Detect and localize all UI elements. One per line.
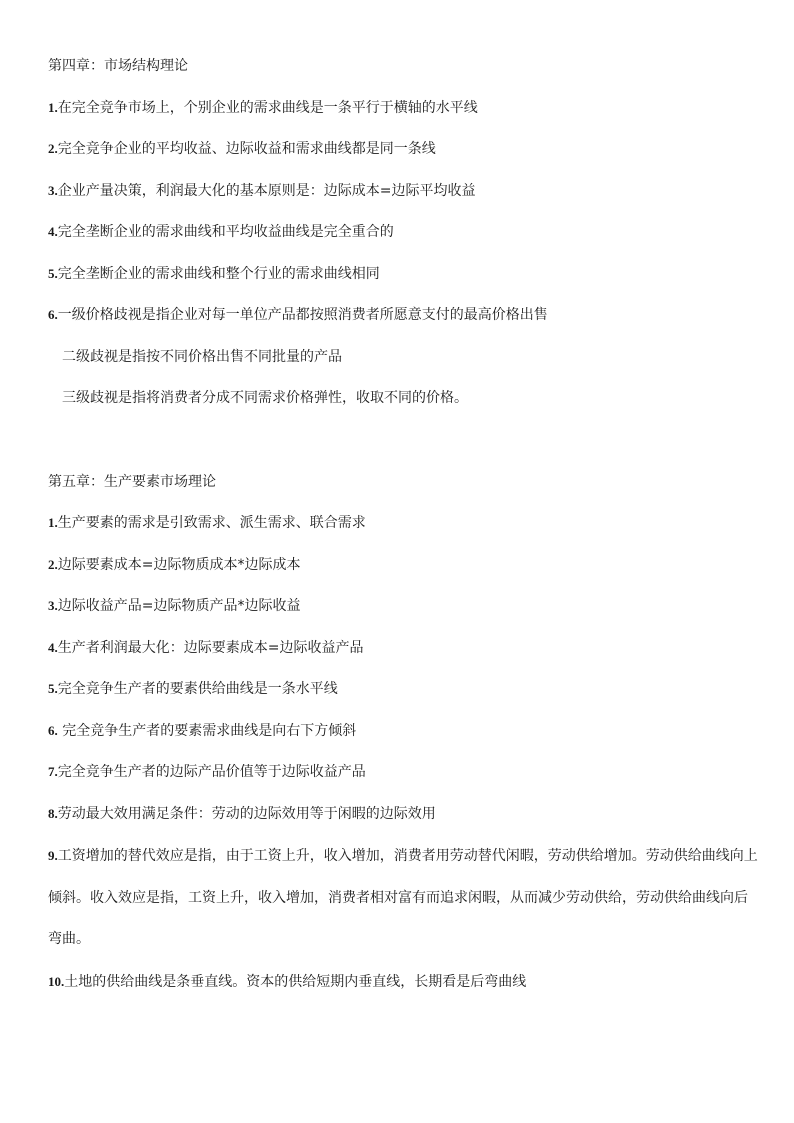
item-number: 7. (48, 764, 58, 779)
chapter4-item-6 (48, 305, 758, 325)
item-number: 5. (48, 265, 58, 281)
item-number: 1. (48, 99, 58, 115)
chapter5-item-3 (48, 596, 758, 616)
item-text: 完全竞争企业的平均收益、边际收益和需求曲线都是同一条线 (57, 141, 436, 157)
item-number: 2. (48, 556, 58, 572)
section-spacer (48, 430, 758, 472)
item-text: 企业产量决策，利润最大化的基本原则是：边际成本=边际平均收益 (57, 182, 476, 199)
item-text: 土地的供给曲线是条垂直线。资本的供给短期内垂直线，长期看是后弯曲线 (64, 974, 527, 990)
chapter5-item-9 (48, 835, 758, 961)
chapter5-item-6 (48, 721, 758, 741)
document-page (48, 56, 758, 1014)
item-text: 生产者利润最大化：边际要素成本=边际收益产品 (57, 639, 364, 656)
item-text: 完全竞争生产者的要素供给曲线是一条水平线 (57, 681, 338, 697)
chapter4-item-4 (48, 222, 758, 242)
chapter5-item-7 (48, 762, 758, 782)
item-text: 劳动最大效用满足条件：劳动的边际效用等于闲暇的边际效用 (57, 805, 436, 822)
item-text: 边际收益产品=边际物质产品*边际收益 (57, 598, 301, 614)
item-number: 3. (48, 182, 58, 198)
chapter5-item-4 (48, 638, 758, 658)
chapter4-title: 第四章：市场结构理论 (48, 58, 188, 74)
chapter5-item-1 (48, 513, 758, 533)
item-number: 6. (48, 722, 58, 738)
item-number: 3. (48, 598, 58, 613)
chapter4-item-1 (48, 98, 758, 118)
item-number: 4. (48, 224, 58, 239)
item-number: 10. (48, 974, 65, 989)
item-number: 4. (48, 639, 58, 655)
item-number: 1. (48, 515, 58, 530)
chapter4-item-2 (48, 139, 758, 159)
chapter5-title: 第五章：生产要素市场理论 (48, 473, 216, 490)
item-text: 边际要素成本=边际物质成本*边际成本 (57, 556, 301, 573)
item-number: 6. (48, 307, 58, 322)
chapter4-item-5 (48, 264, 758, 284)
chapter5-item-5 (48, 679, 758, 699)
chapter5-item-2 (48, 555, 758, 575)
item-number: 2. (48, 141, 58, 156)
item-text: 一级价格歧视是指企业对每一单位产品都按照消费者所愿意支付的最高价格出售 (57, 307, 548, 323)
item-text: 在完全竞争市场上，个别企业的需求曲线是一条平行于横轴的水平线 (57, 99, 478, 116)
item-text: 生产要素的需求是引致需求、派生需求、联合需求 (57, 515, 366, 531)
chapter4-sub-item-1: 二级歧视是指按不同价格出售不同批量的产品 (62, 348, 342, 365)
item-text: 完全竞争生产者的要素需求曲线是向右下方倾斜 (57, 722, 357, 739)
item-number: 5. (48, 681, 58, 696)
chapter4-sub-item-2: 三级歧视是指将消费者分成不同需求价格弹性，收取不同的价格。 (62, 390, 468, 406)
item-number: 9. (48, 848, 58, 863)
chapter5-item-10 (48, 972, 758, 992)
item-text: 工资增加的替代效应是指，由于工资上升，收入增加，消费者用劳动替代闲暇，劳动供给增加。劳动供给曲线向上倾斜。收入效应是指，工资上升，收入增加，消费者相对富有而追求闲暇，从而减少劳动供给，劳动供给曲线向后弯曲。 (48, 848, 758, 947)
chapter4-item-3 (48, 181, 758, 201)
item-text: 完全垄断企业的需求曲线和整个行业的需求曲线相同 (57, 265, 380, 282)
item-number: 8. (48, 805, 58, 821)
chapter5-item-8 (48, 804, 758, 824)
item-text: 完全垄断企业的需求曲线和平均收益曲线是完全重合的 (57, 224, 394, 240)
item-text: 完全竞争生产者的边际产品价值等于边际收益产品 (57, 764, 366, 780)
